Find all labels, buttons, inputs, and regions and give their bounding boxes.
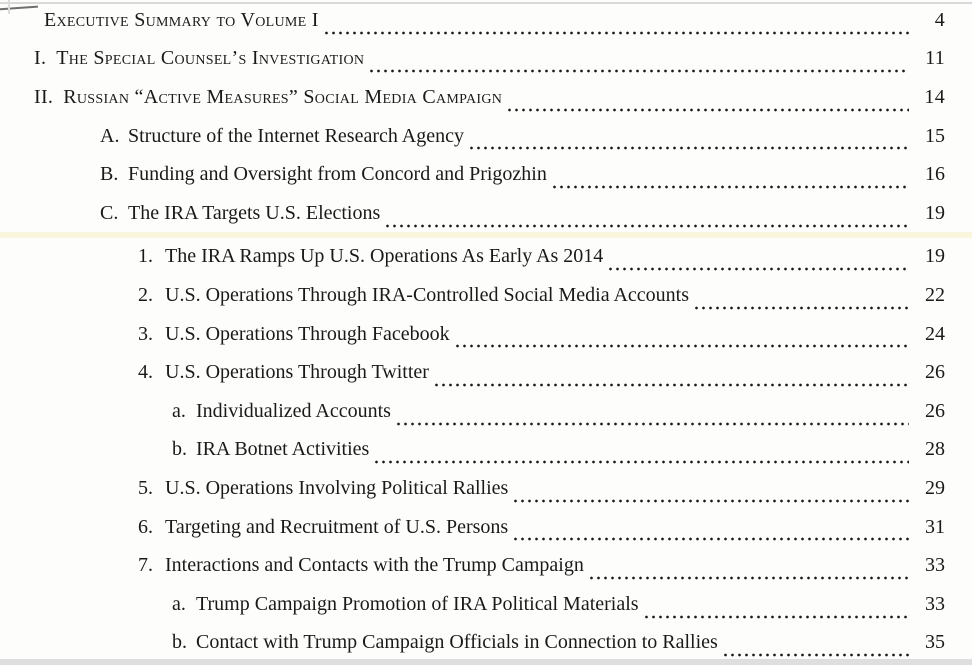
toc-entry-page: 16 [925,163,945,186]
toc-entry-title: Interactions and Contacts with the Trump Campaign [165,554,584,577]
dot-leader [512,537,909,541]
dot-leader [588,576,909,580]
dot-leader [551,185,909,189]
toc-entry-label: 5. [138,476,153,499]
toc-entry-page: 15 [925,124,945,147]
toc-entry-page: 11 [925,47,945,70]
toc-entry [0,117,972,156]
toc-entry-label: a. [172,592,186,615]
toc-entry-title: The IRA Targets U.S. Elections [128,201,381,224]
toc-entry [0,469,972,508]
toc-entry-title: U.S. Operations Through Facebook [165,322,450,345]
toc-entry-page: 19 [925,245,945,268]
toc-entry-label: II. [34,85,54,108]
toc-entry [0,40,972,79]
toc-entry-title: U.S. Operations Through IRA-Controlled Social Media Accounts [165,283,690,306]
toc-entry-page: 26 [925,399,945,422]
toc-entry-title: The Special Counsel’s Investigation [56,47,365,70]
toc-entry [0,585,972,624]
toc-entry [0,624,972,663]
dot-leader [468,146,909,150]
toc-entry-page: 29 [925,476,945,499]
toc-entry-page: 33 [925,554,945,577]
toc-entry-label: C. [100,201,119,224]
toc-entry-title: Structure of the Internet Research Agency [128,124,464,147]
toc-entry [0,78,972,117]
toc-entry-title: U.S. Operations Through Twitter [165,361,429,384]
toc-entry-title: IRA Botnet Activities [196,438,370,461]
toc-entry [0,431,972,470]
dot-leader [368,69,909,73]
toc-entry [0,508,972,547]
toc-entry-page: 33 [925,592,945,615]
toc-entry [0,353,972,392]
toc-entry-title: The IRA Ramps Up U.S. Operations As Early As 2014 [165,245,604,268]
toc-entry-page: 28 [925,438,945,461]
dot-leader [323,31,909,35]
toc-entry [0,392,972,431]
toc-entry-title: Executive Summary to Volume I [44,8,319,31]
toc-entry [0,546,972,585]
toc-entry-page: 22 [925,283,945,306]
toc-entry-title: Individualized Accounts [196,399,391,422]
toc-entry-label: 3. [138,322,153,345]
dot-leader [693,306,909,310]
toc-entry-label: a. [172,399,186,422]
toc-entry-page: 4 [934,8,945,31]
toc-entry-page: 31 [925,515,945,538]
toc-entry-label: b. [172,631,187,654]
toc-entry-page: 26 [925,361,945,384]
dot-leader [454,344,909,348]
dot-leader [607,267,909,271]
toc-entry-label: 1. [138,245,153,268]
toc-entry [0,276,972,315]
dot-leader [373,460,909,464]
toc-entry-title: Trump Campaign Promotion of IRA Political Materials [196,592,639,615]
toc-entry-label: 7. [138,554,153,577]
toc-entry-label: B. [100,163,119,186]
dot-leader [506,108,909,112]
toc-entry-label: 6. [138,515,153,538]
toc-entry-page: 24 [925,322,945,345]
toc-entry-label: 4. [138,361,153,384]
table-of-contents [0,1,972,662]
toc-entry [0,155,972,194]
dot-leader [722,653,909,657]
toc-entry [0,315,972,354]
toc-entry-page: 19 [925,201,945,224]
dot-leader [433,383,909,387]
dot-leader [512,499,909,503]
toc-entry-title: Russian “Active Measures” Social Media Campaign [63,85,503,108]
toc-entry-label: I. [34,47,47,70]
toc-entry-title: Targeting and Recruitment of U.S. Persons [165,515,509,538]
dot-leader [643,615,909,619]
dot-leader [395,422,909,426]
toc-entry-label: A. [100,124,120,147]
toc-entry-title: Funding and Oversight from Concord and Prigozhin [128,163,547,186]
toc-entry [0,238,972,277]
toc-entry-title: U.S. Operations Involving Political Rallies [165,476,509,499]
toc-entry-label: b. [172,438,187,461]
toc-entry-title: Contact with Trump Campaign Officials in Connection to Rallies [196,631,718,654]
toc-entry [0,194,972,233]
toc-entry [0,1,972,40]
toc-entry-page: 14 [924,85,945,108]
toc-entry-label: 2. [138,283,153,306]
toc-entry-page: 35 [925,631,945,654]
dot-leader [384,224,909,228]
